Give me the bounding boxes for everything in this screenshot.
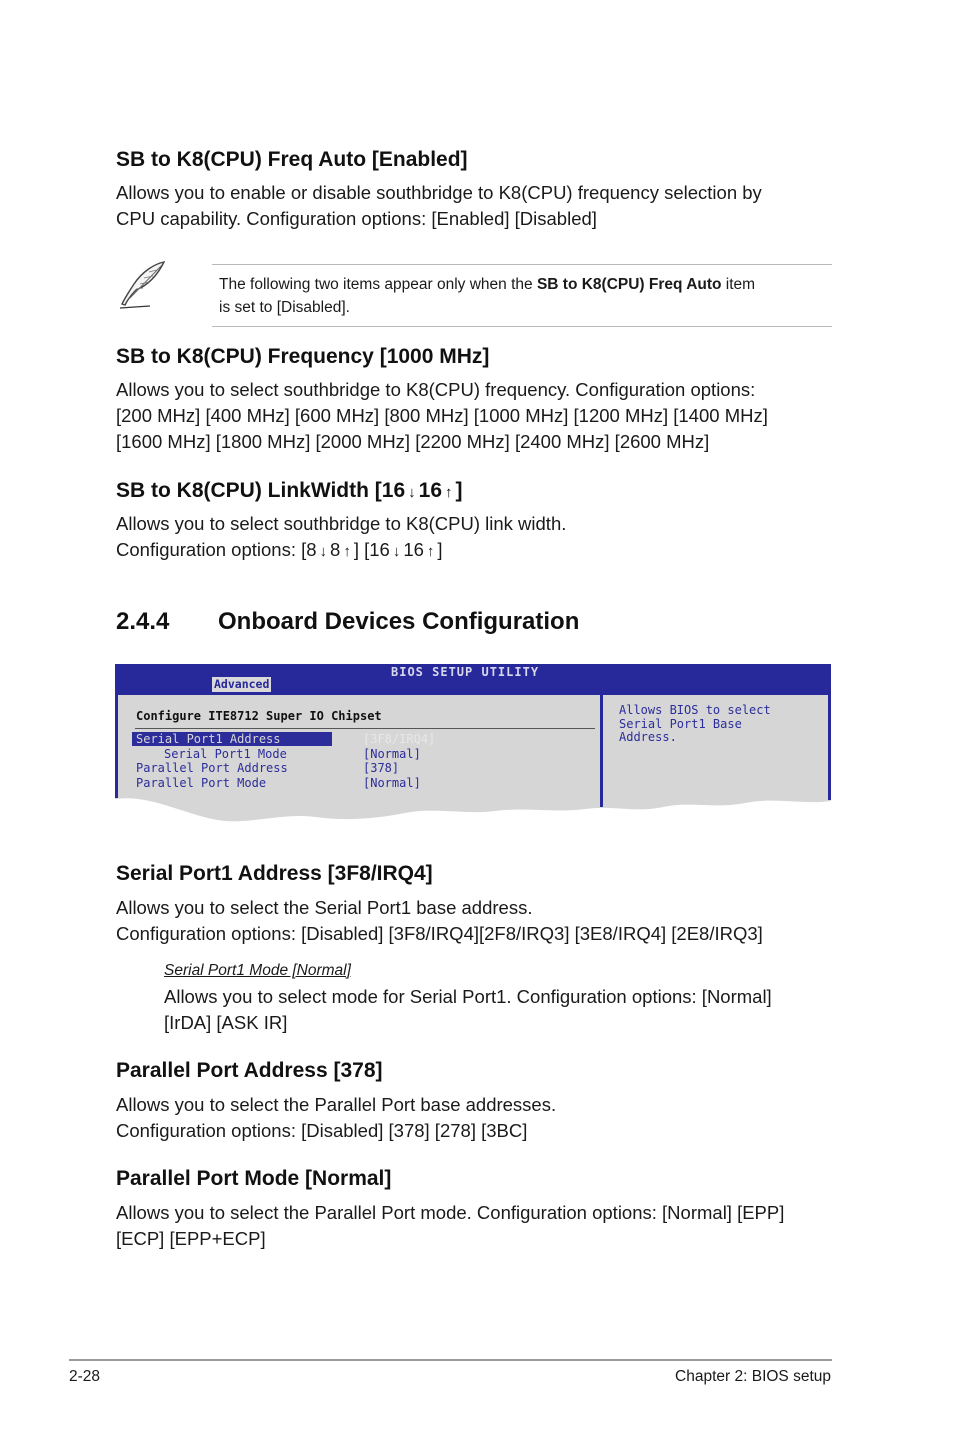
bios-item-value[interactable]: [Normal] [363, 747, 421, 761]
note-top-rule [212, 264, 832, 265]
heading-linkwidth [116, 479, 463, 503]
note-bottom-rule [212, 326, 832, 327]
bios-help-line: Allows BIOS to select [619, 703, 771, 717]
note-text-bold: SB to K8(CPU) Freq Auto [536, 276, 722, 293]
bios-header: Configure ITE8712 Super IO Chipset [136, 709, 382, 723]
up-arrow-icon: ↑ [343, 543, 351, 560]
bios-item-value[interactable]: [Normal] [363, 776, 421, 790]
note-text [219, 273, 829, 319]
serial-desc-line2: Configuration options: [Disabled] [3F8/IRQ4][2F8/IRQ3] [3E8/IRQ4] [2E8/IRQ3] [116, 923, 763, 944]
bios-title-bar [115, 664, 831, 695]
parallel-address-desc-line2: Configuration options: [Disabled] [378] [278] [3BC] [116, 1120, 528, 1141]
note-text-pre: The following two items appear only when the [219, 276, 537, 293]
note-text-line2: is set to [Disabled]. [219, 299, 350, 316]
linkwidth-heading-c: ] [455, 479, 463, 502]
bios-item-value[interactable]: [378] [363, 761, 400, 775]
serial-desc-line1: Allows you to select the Serial Port1 base address. [116, 897, 533, 918]
linkwidth-heading-b: 16 [418, 479, 442, 502]
bios-torn-edge [115, 795, 831, 829]
bios-title: BIOS SETUP UTILITY [391, 665, 540, 679]
bios-item-label[interactable]: Parallel Port Address [136, 761, 288, 775]
parallel-mode-desc-line1: Allows you to select the Parallel Port mode. Configuration options: [Normal] [EPP] [116, 1202, 785, 1223]
up-arrow-icon: ↑ [445, 484, 453, 501]
bios-help-line: Serial Port1 Base [619, 716, 742, 731]
heading-serial-port1-address: Serial Port1 Address [3F8/IRQ4] [116, 862, 433, 885]
linkwidth-heading-a: SB to K8(CPU) LinkWidth [16 [116, 479, 406, 502]
bios-item-label[interactable]: Parallel Port Mode [136, 776, 267, 790]
linkwidth-opt-d: 16 [403, 539, 424, 560]
down-arrow-icon: ↓ [408, 484, 416, 501]
note-text-post: item [721, 276, 756, 293]
frequency-desc-line2: [200 MHz] [400 MHz] [600 MHz] [800 MHz] [1000 MHz] [1200 MHz] [1400 MHz] [116, 405, 768, 426]
down-arrow-icon: ↓ [319, 543, 328, 560]
serial-mode-desc-line2: [IrDA] [ASK IR] [164, 1012, 288, 1033]
subheading-serial-port1-mode: Serial Port1 Mode [Normal] [164, 962, 351, 979]
bios-item-label[interactable]: Serial Port1 Mode [164, 747, 287, 761]
bios-divider [600, 695, 603, 798]
linkwidth-desc-line2 [116, 537, 443, 565]
bios-item-label[interactable]: Serial Port1 Address [136, 732, 281, 746]
chapter-title: Chapter 2: BIOS setup [675, 1368, 831, 1385]
heading-parallel-port-mode: Parallel Port Mode [Normal] [116, 1167, 392, 1190]
down-arrow-icon: ↓ [392, 543, 401, 560]
bios-header-rule [135, 728, 595, 729]
heading-frequency: SB to K8(CPU) Frequency [1000 MHz] [116, 345, 490, 368]
linkwidth-opt-c: ] [16 [353, 539, 390, 560]
linkwidth-opt-b: 8 [330, 539, 341, 560]
linkwidth-opt-e: ] [437, 539, 443, 560]
bios-screenshot [115, 664, 831, 829]
parallel-mode-desc-line2: [ECP] [EPP+ECP] [116, 1228, 266, 1249]
linkwidth-opt-a: Configuration options: [8 [116, 539, 317, 560]
feather-pen-icon [116, 258, 172, 310]
freq-auto-desc-line1: Allows you to enable or disable southbridge to K8(CPU) frequency selection by [116, 182, 762, 203]
footer-rule [69, 1359, 832, 1361]
serial-mode-desc-line1: Allows you to select mode for Serial Port1. Configuration options: [Normal] [164, 986, 772, 1007]
freq-auto-desc-line2: CPU capability. Configuration options: [Enabled] [Disabled] [116, 208, 597, 229]
bios-item-value[interactable]: [3F8/IRQ4] [363, 732, 436, 746]
bios-tab-advanced[interactable]: Advanced [214, 677, 270, 691]
section-number: 2.4.4 [116, 608, 170, 635]
frequency-desc-line3: [1600 MHz] [1800 MHz] [2000 MHz] [2200 MHz] [2400 MHz] [2600 MHz] [116, 431, 710, 452]
frequency-desc-line1: Allows you to select southbridge to K8(CPU) frequency. Configuration options: [116, 379, 756, 400]
page-number: 2-28 [69, 1368, 101, 1385]
heading-freq-auto: SB to K8(CPU) Freq Auto [Enabled] [116, 148, 468, 171]
section-title: Onboard Devices Configuration [218, 608, 580, 635]
heading-parallel-port-address: Parallel Port Address [378] [116, 1059, 383, 1082]
up-arrow-icon: ↑ [426, 543, 435, 560]
linkwidth-desc-line1: Allows you to select southbridge to K8(CPU) link width. [116, 513, 567, 534]
parallel-address-desc-line1: Allows you to select the Parallel Port base addresses. [116, 1094, 557, 1115]
bios-help-line: Address. [619, 730, 677, 744]
bios-help-text [619, 704, 771, 745]
